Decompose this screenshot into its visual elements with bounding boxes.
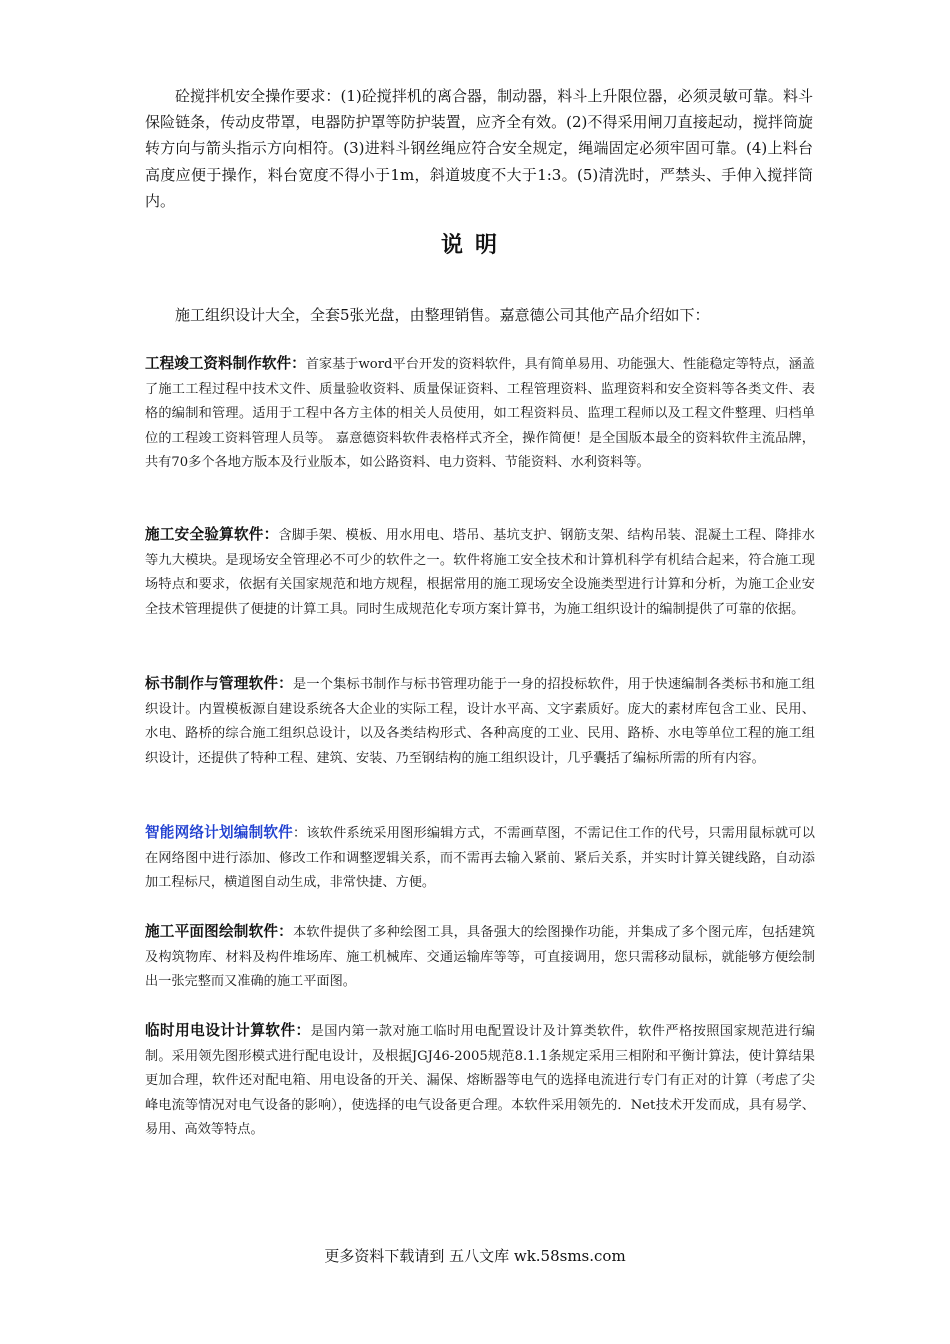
page-title: 说明 — [440, 232, 509, 258]
section-bid-docs — [145, 672, 815, 771]
section-body: 含脚手架、模板、用水用电、塔吊、基坑支护、钢筋支架、结构吊装、混凝土工程、降排水等九大模块。是现场安全管理必不可少的软件之一。软件将施工安全技术和计算机科学有机结合起来，符合施工现场特点和要求，依据有关国家规范和地方规程，根据常用的施工现场安全设施类型进行计算和分析，为施工企业安全技术管理提供了便捷的计算工具。同时生成规范化专项方案计算书，为施工组织设计的编制提供了可靠的依据。 — [145, 528, 815, 617]
intro-paragraph: 砼搅拌机安全操作要求：(1)砼搅拌机的离合器，制动器，料斗上升限位器，必须灵敏可靠。料斗保险链条，传动皮带罩，电器防护罩等防护装置，应齐全有效。(2)不得采用闸刀直接起动，搅拌筒旋转方向与箭头指示方向相符。(3)进料斗钢丝绳应符合安全规定，绳端固定必须牢固可靠。(4)上料台高度应便于操作，料台宽度不得小于1m，斜道坡度不大于1:3。(5)清洗时，严禁头、手伸入搅拌筒内。 — [145, 87, 813, 210]
section-body: 是国内第一款对施工临时用电配置设计及计算类软件，软件严格按照国家规范进行编制。采用领先图形模式进行配电设计，及根据JGJ46-2005规范8.1.1条规定采用三相附和平衡计算法，使计算结果更加合理，软件还对配电箱、用电设备的开关、漏保、熔断器等电气的选择电流进行专门有正对的计算（考虑了尖峰电流等情况对电气设备的影响），使选择的电气设备更合理。本软件采用领先的．Net技术开发而成，具有易学、易用、高效等特点。 — [145, 1024, 815, 1138]
section-body: 是一个集标书制作与标书管理功能于一身的招投标软件，用于快速编制各类标书和施工组织设计。内置模板源自建设系统各大企业的实际工程，设计水平高、文字素质好。庞大的素材库包含工业、民用、水电、路桥的综合施工组织总设计，以及各类结构形式、各种高度的工业、民用、路桥、水电等单位工程的施工组织设计，还提供了特种工程、建筑、安装、乃至钢结构的施工组织设计，几乎囊括了编标所需的所有内容。 — [145, 677, 815, 766]
section-network-plan — [145, 821, 815, 896]
footer-download-link[interactable]: 更多资料下载请到 五八文库 wk.58sms.com — [324, 1247, 626, 1265]
section-body: 首家基于word平台开发的资料软件，具有简单易用、功能强大、性能稳定等特点，涵盖了施工工程过程中技术文件、质量验收资料、质量保证资料、工程管理资料、监理资料和安全资料等各类文件、表格的编制和管理。适用于工程中各方主体的相关人员使用，如工程资料员、监理工程师以及工程文件整理、归档单位的工程竣工资料管理人员等。 嘉意德资料软件表格样式齐全，操作简便！是全国版本最全的资料软件主流品牌，共有70多个各地方版本及行业版本，如公路资料、电力资料、节能资料、水利资料等。 — [145, 357, 815, 471]
section-heading: 临时用电设计计算软件： — [145, 1022, 311, 1039]
section-body: ：该软件系统采用图形编辑方式，不需画草图，不需记住工作的代号，只需用鼠标就可以在网络图中进行添加、修改工作和调整逻辑关系，而不需再去输入紧前、紧后关系，并实时计算关键线路，自动添加工程标尺，横道图自动生成，非常快捷、方便。 — [145, 826, 815, 891]
section-heading: 施工平面图绘制软件： — [145, 923, 293, 940]
section-body: 本软件提供了多种绘图工具，具备强大的绘图操作功能，并集成了多个图元库，包括建筑及构筑物库、材料及构件堆场库、施工机械库、交通运输库等等，可直接调用，您只需移动鼠标，就能够方便绘制出一张完整而又准确的施工平面图。 — [145, 925, 815, 990]
section-heading: 施工安全验算软件： — [145, 526, 279, 543]
section-heading: 标书制作与管理软件： — [145, 675, 293, 692]
lead-paragraph: 施工组织设计大全，全套5张光盘，由整理销售。嘉意德公司其他产品介绍如下： — [175, 306, 710, 324]
section-heading-link[interactable]: 智能网络计划编制软件 — [145, 824, 293, 841]
section-safety-calc — [145, 523, 815, 622]
section-temp-power — [145, 1019, 815, 1143]
section-heading: 工程竣工资料制作软件： — [145, 355, 306, 372]
section-site-plan — [145, 920, 815, 995]
section-completion-docs — [145, 352, 815, 476]
